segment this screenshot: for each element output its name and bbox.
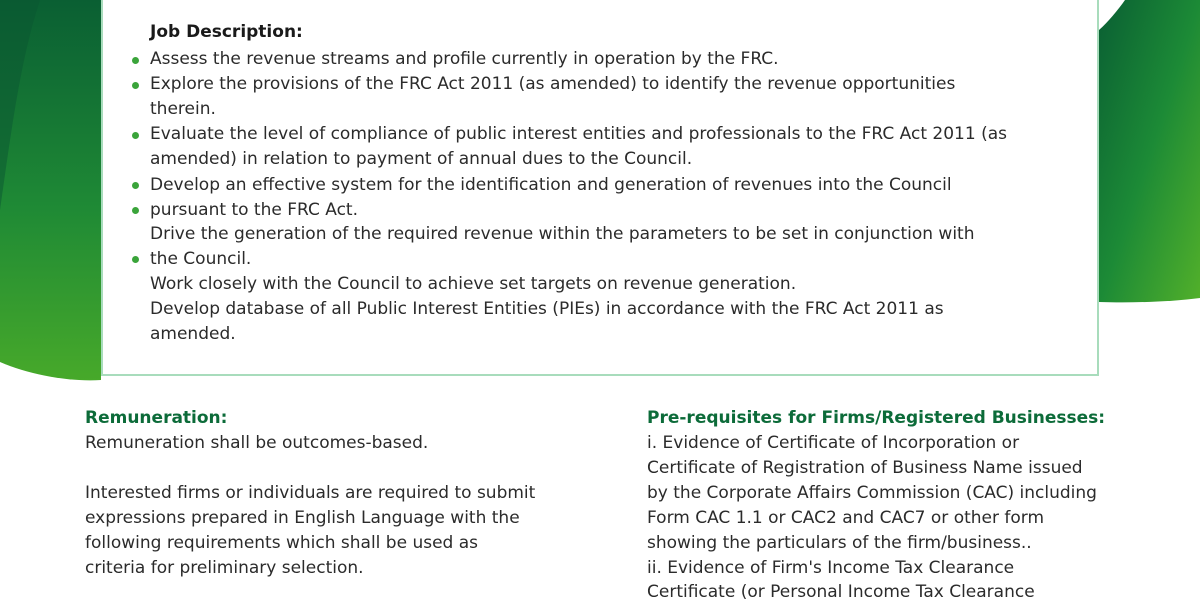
job-line: Assess the revenue streams and profile currently in operation by the FRC. — [150, 49, 779, 69]
prerequisites-line: Form CAC 1.1 or CAC2 and CAC7 or other form — [647, 508, 1045, 528]
job-description-title: Job Description: — [150, 22, 303, 42]
job-line: amended. — [150, 324, 236, 344]
remuneration-line: criteria for preliminary selection. — [85, 558, 364, 578]
job-line: therein. — [150, 99, 216, 119]
job-line: pursuant to the FRC Act. — [150, 200, 358, 220]
job-line: Explore the provisions of the FRC Act 2011 (as amended) to identify the revenue opportunities — [150, 74, 956, 94]
job-line: Develop database of all Public Interest Entities (PIEs) in accordance with the FRC Act 2011 as — [150, 299, 944, 319]
prerequisites-line: Certificate of Registration of Business Name issued — [647, 458, 1083, 478]
prerequisites-line: by the Corporate Affairs Commission (CAC) including — [647, 483, 1097, 503]
remuneration-line: Remuneration shall be outcomes-based. — [85, 433, 429, 453]
remuneration-line: expressions prepared in English Language with the — [85, 508, 520, 528]
job-line: the Council. — [150, 249, 252, 269]
prerequisites-line: i. Evidence of Certificate of Incorporation or — [647, 433, 1020, 453]
prerequisites-line: showing the particulars of the firm/business.. — [647, 533, 1032, 553]
job-line: Work closely with the Council to achieve set targets on revenue generation. — [150, 274, 797, 294]
bullet-icon — [132, 207, 139, 214]
remuneration-line: Interested firms or individuals are required to submit — [85, 483, 536, 503]
bullet-icon — [132, 57, 139, 64]
bullet-icon — [132, 82, 139, 89]
job-line: Drive the generation of the required revenue within the parameters to be set in conjunction with — [150, 224, 975, 244]
bullet-icon — [132, 256, 139, 263]
prerequisites-line: Certificate (or Personal Income Tax Clearance — [647, 582, 1035, 602]
job-line: amended) in relation to payment of annual dues to the Council. — [150, 149, 693, 169]
bullet-icon — [132, 182, 139, 189]
bullet-icon — [132, 132, 139, 139]
prerequisites-line: ii. Evidence of Firm's Income Tax Clearance — [647, 558, 1015, 578]
job-line: Develop an effective system for the identification and generation of revenues into the Council — [150, 175, 952, 195]
remuneration-line: following requirements which shall be used as — [85, 533, 479, 553]
job-description-card — [101, 0, 1099, 376]
job-line: Evaluate the level of compliance of public interest entities and professionals to the FRC Act 2011 (as — [150, 124, 1007, 144]
prerequisites-heading: Pre-requisites for Firms/Registered Businesses: — [647, 408, 1106, 428]
remuneration-heading: Remuneration: — [85, 408, 228, 428]
